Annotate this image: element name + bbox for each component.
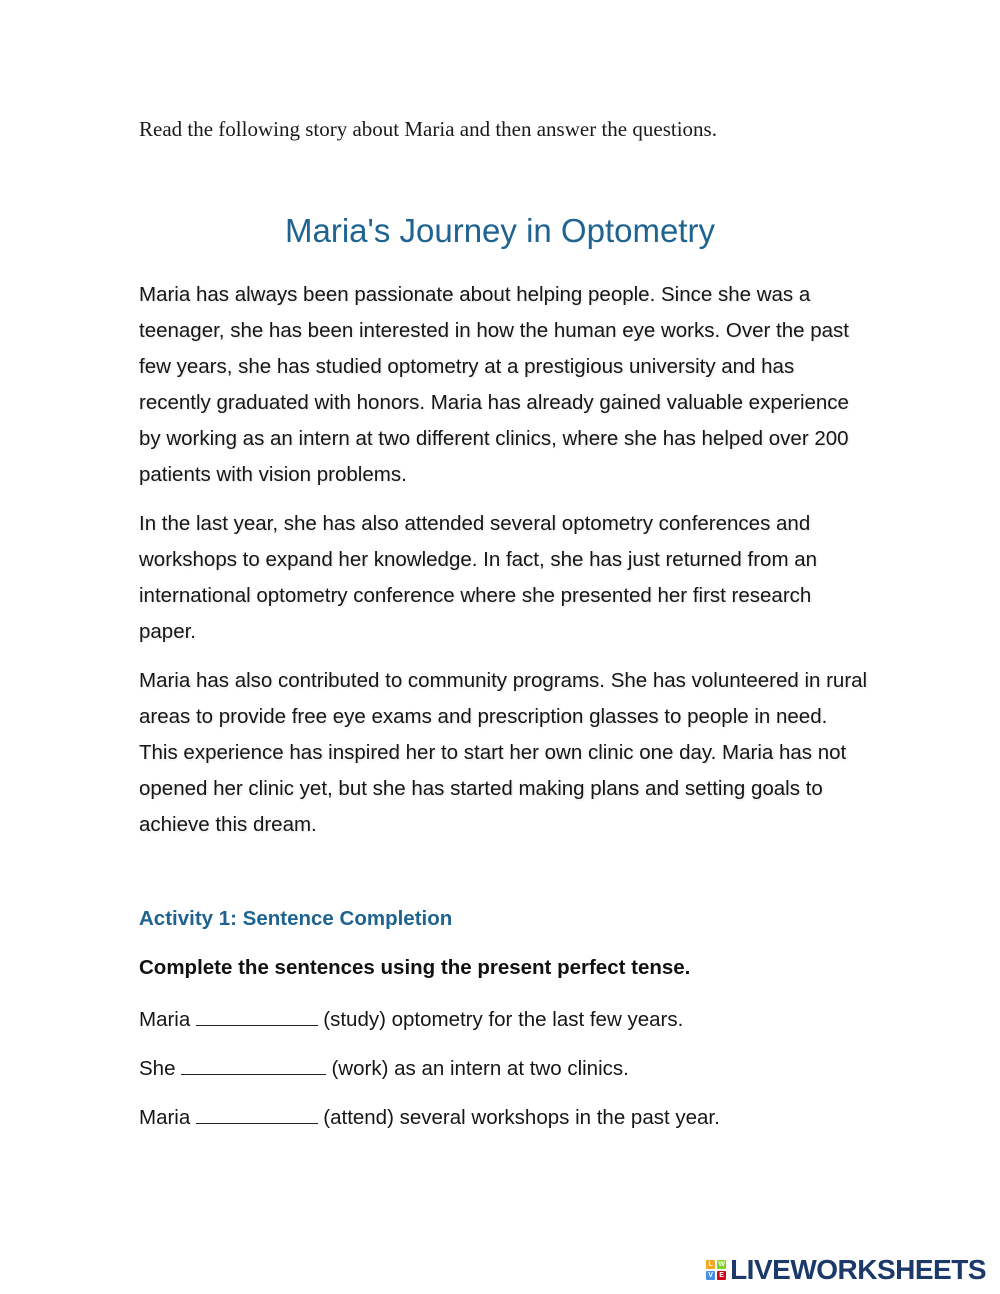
activity-instruction: Complete the sentences using the present perfect tense. [139, 956, 691, 979]
sentence-item-3 [139, 1103, 720, 1152]
story-title: Maria's Journey in Optometry [285, 212, 715, 249]
logo-text: LIVEWORKSHEETS [730, 1254, 986, 1285]
sentence-rest: (study) optometry for the last few years. [323, 1008, 684, 1031]
intro-text: Read the following story about Maria and then answer the questions. [139, 117, 717, 141]
liveworksheets-logo [706, 1254, 986, 1286]
story-paragraph-3: Maria has also contributed to community programs. She has volunteered in rural areas to provide free eye exams and prescription glasses to people in need. This experience has inspired her to start her own clinic one day. Maria has not opened her clinic yet, but she has started making plans and setting goals to achieve this dream. [139, 669, 868, 836]
sentence-subject: Maria [139, 1106, 191, 1129]
logo-mark-cell: E [717, 1271, 726, 1280]
sentence-item-1 [139, 1005, 720, 1054]
sentence-subject: Maria [139, 1008, 191, 1031]
logo-mark-cell: V [706, 1271, 715, 1280]
logo-mark-cell: L [706, 1260, 715, 1269]
logo-mark-cell: W [718, 1261, 725, 1268]
story-paragraph-2: In the last year, she has also attended several optometry conferences and workshops to expand her knowledge. In fact, she has just returned from an international optometry conference where she presented her first research paper. [139, 512, 818, 643]
answer-blank-1[interactable] [196, 1005, 318, 1026]
sentence-subject: She [139, 1057, 176, 1080]
sentence-item-2 [139, 1054, 720, 1103]
activity-heading: Activity 1: Sentence Completion [139, 907, 453, 930]
answer-blank-3[interactable] [196, 1103, 318, 1124]
story-paragraph-1: Maria has always been passionate about helping people. Since she was a teenager, she has been interested in how the human eye works. Over the past few years, she has studied optometry at a prestigious university and has recently graduated with honors. Maria has already gained valuable experience by working as an intern at two different clinics, where she has helped over 200 patients with vision problems. [139, 283, 849, 486]
sentence-list [139, 1005, 720, 1152]
story-body [139, 277, 869, 856]
logo-mark-icon [706, 1260, 726, 1280]
answer-blank-2[interactable] [181, 1054, 326, 1075]
sentence-rest: (attend) several workshops in the past year. [323, 1106, 720, 1129]
sentence-rest: (work) as an intern at two clinics. [331, 1057, 629, 1080]
